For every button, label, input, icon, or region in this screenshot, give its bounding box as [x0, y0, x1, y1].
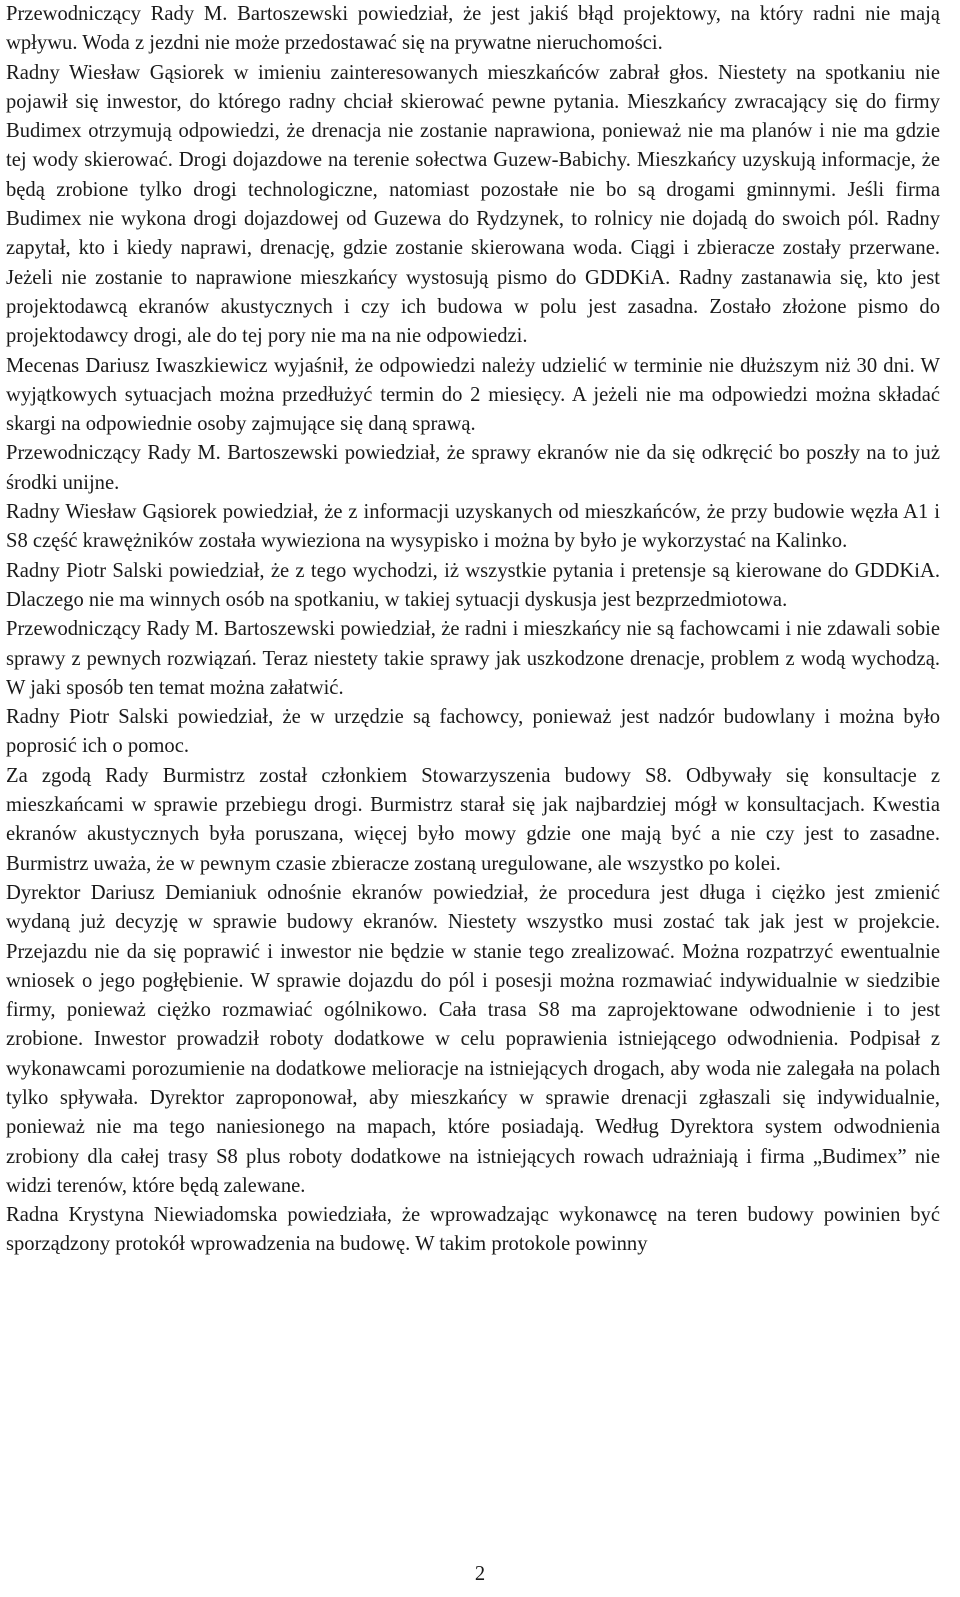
paragraph-iwaszkiewicz-deadline: Mecenas Dariusz Iwaszkiewicz wyjaśnił, że odpowiedzi należy udzielić w terminie nie dłuższym niż 30 dni. W wyjątkowych sytuacjach można przedłużyć termin do 2 miesięcy. A jeżeli nie ma odpowiedzi można składać skargi na odpowiednie osoby zajmujące się daną sprawą. [6, 354, 940, 436]
paragraph-salski-gddkia: Radny Piotr Salski powiedział, że z tego wychodzi, iż wszystkie pytania i pretensje są kierowane do GDDKiA. Dlaczego nie ma winnych osób na spotkaniu, w takiej sytuacji dyskusja jest bezprzedmiotowa. [6, 559, 940, 611]
paragraph-demianiuk-screens: Dyrektor Dariusz Demianiuk odnośnie ekranów powiedział, że procedura jest długa i ciężko jest zmienić wydaną już decyzję w sprawie budowy ekranów. Niestety wszystko musi zostać tak jak jest w projekcie. Przejazdu nie da się poprawić i inwestor nie będzie w stanie tego zrealizować. Można rozpatrzyć ewentualnie wniosek o jego pogłębienie. W sprawie dojazdu do pól i posesji można rozmawiać indywidualnie w siedzibie firmy, ponieważ ciężko rozmawiać ogólnikowo. Cała trasa S8 ma zaprojektowane odwodnienie i to jest zrobione. Inwestor prowadził roboty dodatkowe w celu poprawienia istniejącego odwodnienia. Podpisał z wykonawcami porozumienie na dodatkowe melioracje na istniejących drogach, aby woda nie zalegała na polach tylko spływała. Dyrektor zaproponował, aby mieszkańcy w sprawie drenacji zgłaszali się indywidualnie, ponieważ nie ma tego naniesionego na mapach, które posiadają. Według Dyrektora system odwodnienia zrobiony dla całej trasy S8 plus roboty dodatkowe na istniejących rowach udrażniają i firma „Budimex” nie widzi terenów, które będą zalewane. [6, 881, 940, 1197]
paragraph-chairman-experts: Przewodniczący Rady M. Bartoszewski powiedział, że radni i mieszkańcy nie są fachowcami i nie zdawali sobie sprawy z pewnych rozwiązań. Teraz niestety takie sprawy jak uszkodzone drenacje, problem z wodą wychodzą. W jaki sposób ten temat można załatwić. [6, 618, 940, 699]
paragraph-niewiadomska-protocol: Radna Krystyna Niewiadomska powiedziała, że wprowadzając wykonawcę na teren budowy powinien być sporządzony protokół wprowadzenia na budowę. W takim protokole powinny [6, 1204, 940, 1256]
paragraph-gasiorek-curbs: Radny Wiesław Gąsiorek powiedział, że z informacji uzyskanych od mieszkańców, że przy budowie węzła A1 i S8 część krawężników została wywieziona na wysypisko i można by było je wykorzystać na Kalinko. [6, 501, 940, 553]
paragraph-salski-supervision: Radny Piotr Salski powiedział, że w urzędzie są fachowcy, ponieważ jest nadzór budowlany i można było poprosić ich o pomoc. [6, 706, 940, 758]
document-page [6, 0, 940, 1260]
paragraph-chairman-screens: Przewodniczący Rady M. Bartoszewski powiedział, że sprawy ekranów nie da się odkręcić bo poszły na to już środki unijne. [6, 442, 940, 494]
page-number: 2 [474, 1563, 486, 1585]
paragraph-gasiorek-residents: Radny Wiesław Gąsiorek w imieniu zainteresowanych mieszkańców zabrał głos. Niestety na spotkaniu nie pojawił się inwestor, do którego radny chciał skierować pewne pytania. Mieszkańcy zwracający się do firmy Budimex otrzymują odpowiedzi, że drenacja nie zostanie naprawiona, ponieważ nie ma planów i nie ma gdzie tej wody skierować. Drogi dojazdowe na terenie sołectwa Guzew-Babichy. Mieszkańcy uzyskują informacje, że będą zrobione tylko drogi technologiczne, natomiast pozostałe nie bo są drogami gminnymi. Jeśli firma Budimex nie wykona drogi dojazdowej od Guzewa do Rydzynek, to rolnicy nie dojadą do swoich pól. Radny zapytał, kto i kiedy naprawi, drenację, gdzie zostanie skierowana woda. Ciągi i zbieracze zostały przerwane. Jeżeli nie zostanie to naprawione mieszkańcy wystosują pismo do GDDKiA. Radny zastanawia się, kto jest projektodawcą ekranów akustycznych i czy ich budowa w polu jest zasadna. Zostało złożone pismo do projektodawcy drogi, ale do tej pory nie ma na nie odpowiedzi. [6, 61, 940, 348]
paragraph-chairman-design-error: Przewodniczący Rady M. Bartoszewski powiedział, że jest jakiś błąd projektowy, na który radni nie mają wpływu. Woda z jezdni nie może przedostawać się na prywatne nieruchomości. [6, 3, 940, 55]
paragraph-mayor-association: Za zgodą Rady Burmistrz został członkiem Stowarzyszenia budowy S8. Odbywały się konsultacje z mieszkańcami w sprawie przebiegu drogi. Burmistrz starał się jak najbardziej mógł w konsultacjach. Kwestia ekranów akustycznych była poruszana, więcej było mowy gdzie one mają być a nie czy jest to zasadne. Burmistrz uważa, że w pewnym czasie zbieracze zostaną uregulowane, ale wszystko po kolei. [6, 764, 940, 875]
